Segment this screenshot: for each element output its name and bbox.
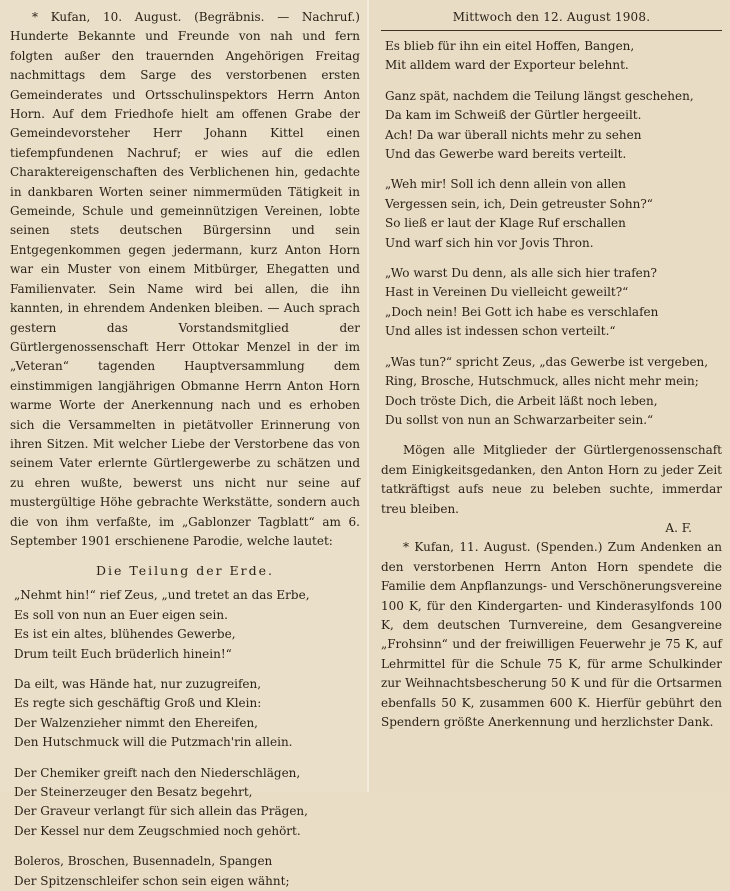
poem-line: Der Steinerzeuger den Besatz begehrt, [14, 785, 253, 800]
poem-line: Es regte sich geschäftig Groß und Klein: [14, 696, 262, 711]
donations-article: * Kufan, 11. August. (Spenden.) Zum Andenken an den verstorbenen Herrn Anton Horn spendete die Familie dem Anpflanzungs- und Verschönerungsvereine 100 K, für den Kindergarten- und Kinderasylfonds 100 K, dem deutschen Turnvereine, dem Gesangvereine „Frohsinn“ und der freiwilligen Feuerwehr je 75 K, auf Lehrmittel für die Schule 75 K, für arme Schulkinder zur Weihnachtsbescherung 50 K und für die Ortsarmen ebenfalls 50 K, zusammen 600 K. Hierfür gebührt den Spendern größte Anerkennung und herzlichster Dank. [381, 540, 722, 729]
poem-line: Du sollst von nun an Schwarzarbeiter sein.“ [385, 412, 654, 427]
poem-line: „Nehmt hin!“ rief Zeus, „und tretet an das Erbe, [14, 588, 310, 603]
poem-line: „Doch nein! Bei Gott ich habe es verschlafen [385, 304, 659, 319]
poem-line: Und warf sich hin vor Jovis Thron. [385, 235, 594, 250]
header-rule [381, 30, 722, 31]
poem-line: Ganz spät, nachdem die Teilung längst geschehen, [385, 88, 694, 103]
poem-line: Es blieb für ihn ein eitel Hoffen, Bangen, [385, 39, 635, 53]
poem-line: Den Hutschmuck will die Putzmach'rin allein. [14, 735, 293, 750]
poem-line: Mit alldem ward der Exporteur belehnt. [385, 58, 629, 73]
right-column [369, 0, 730, 792]
poem-line: Drum teilt Euch brüderlich hinein!“ [14, 646, 232, 661]
poem-line: Der Walzenzieher nimmt den Ehereifen, [14, 715, 258, 730]
poem-line: Ach! Da war überall nichts mehr zu sehen [385, 127, 642, 142]
poem-title: Die Teilung der Erde. [95, 563, 275, 579]
poem-line: Der Graveur verlangt für sich allein das Prägen, [14, 804, 308, 819]
poem-stanza-1 [14, 586, 360, 664]
poem-line: Da eilt, was Hände hat, nur zuzugreifen, [14, 677, 262, 691]
poem-stanza-7 [385, 175, 722, 253]
poem-line: Hast in Vereinen Du vielleicht geweilt?“ [385, 285, 629, 300]
poem-stanza-3 [14, 764, 360, 842]
poem-line: Ring, Brosche, Hutschmuck, alles nicht mehr mein; [385, 374, 699, 389]
poem-line: Boleros, Broschen, Busennadeln, Spangen [14, 854, 273, 869]
author-signature: A. F. [665, 520, 692, 535]
poem-line: So ließ er laut der Klage Ruf erschallen [385, 216, 626, 231]
poem-line: „Was tun?“ spricht Zeus, „das Gewerbe ist vergeben, [385, 354, 709, 369]
poem-stanza-8 [385, 264, 722, 342]
poem-line: Vergessen sein, ich, Dein getreuster Sohn?“ [385, 196, 653, 211]
poem-line: „Weh mir! Soll ich denn allein von allen [385, 177, 626, 192]
closing-paragraph: Mögen alle Mitglieder der Gürtlergenossenschaft dem Einigkeitsgedanken, den Anton Horn zu jeder Zeit tatkräftigst aufs neue zu beleben suchte, immerdar treu bleiben. [381, 443, 722, 516]
poem-stanza-9 [385, 353, 722, 431]
poem-line: Es ist ein altes, blühendes Gewerbe, [14, 627, 236, 642]
poem-line: Da kam im Schweiß der Gürtler hergeeilt. [385, 108, 642, 123]
poem-stanza-4 [14, 852, 360, 891]
poem-line: „Wo warst Du denn, als alle sich hier trafen? [385, 266, 657, 281]
poem-stanza-2 [14, 675, 360, 753]
poem-line: Doch tröste Dich, die Arbeit läßt noch leben, [385, 393, 658, 408]
poem-line: Und alles ist indessen schon verteilt.“ [385, 324, 616, 339]
poem-line: Und das Gewerbe ward bereits verteilt. [385, 147, 627, 162]
poem-line: Es soll von nun an Euer eigen sein. [14, 607, 228, 622]
page-header-date: Mittwoch den 12. August 1908. [452, 10, 651, 24]
poem-stanza-5 [385, 37, 722, 76]
poem-line: Der Spitzenschleifer schon sein eigen wähnt; [14, 873, 290, 888]
obituary-article: * Kufan, 10. August. (Begräbnis. — Nachruf.) Hunderte Bekannte und Freunde von nah und fern folgten außer den trauernden Angehörigen Freitag nachmittags dem Sarge des verstorbenen ersten Gemeinderates und Ortsschulinspektors Herrn Anton Horn. Auf dem Friedhofe hielt am offenen Grabe der Gemeindevorsteher Herr Johann Kittel einen tiefempfundenen Nachruf; er wies auf die edlen Charaktereigenschaften des Verblichenen hin, gedachte in dankbaren Worten seiner nimmermüden Tätigkeit in Gemeinde, Schule und gemeinnützigen Vereinen, lobte seinen stets deutschen Bürgersinn und sein Entgegenkommen gegen jedermann, kurz Anton Horn war ein Muster von einem Mitbürger, Ehegatten und Familienvater. Sein Name wird bei allen, die ihn kannten, in ehrendem Andenken bleiben. — Auch sprach gestern das Vorstandsmitglied der Gürtlergenossenschaft Herr Ottokar Menzel in der im „Veteran“ tagenden Hauptversammlung dem einstimmigen langjährigen Obmanne Herrn Anton Horn warme Worte der Anerkennung nach und es erhoben sich die Versammelten in pietätvoller Erinnerung von ihren Sitzen. Mit welcher Liebe der Verstorbene das von seinem Vater erlernte Gürtlergewerbe zu schätzen und zu ehren wußte, bewerst uns nicht nur seine auf mustergültige Höhe gebrachte Werkstätte, sondern auch die von ihm verfaßte, im „Gablonzer Tagblatt“ am 6. September 1901 erschienene Parodie, welche lautet: [10, 10, 360, 548]
poem-line: Der Chemiker greift nach den Niederschlägen, [14, 765, 301, 780]
poem-stanza-6 [385, 87, 722, 165]
poem-line: Der Kessel nur dem Zeugschmied noch gehört. [14, 823, 301, 838]
